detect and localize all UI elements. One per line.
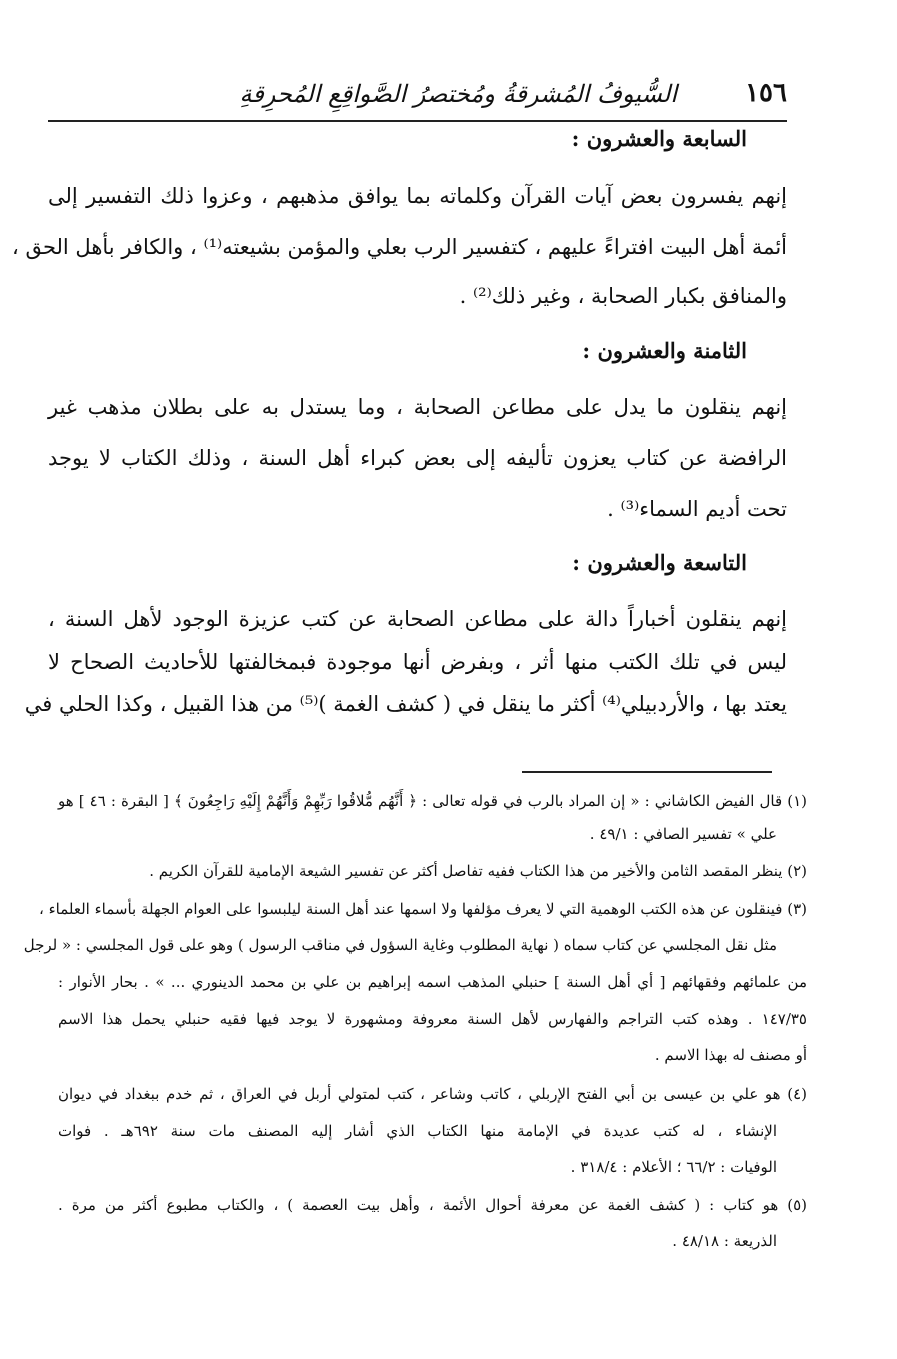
paragraph-line: تحت أديم السماء⁽³⁾ . [607, 497, 787, 521]
footnote-line: (١) قال الفيض الكاشاني : « إن المراد بالرب في قوله تعالى : ﴿ أَنَّهُم مُّلاقُوا رَبِّهِمْ وَأَنَّهُمْ إِلَيْهِ رَاجِعُونَ ﴾ [ البقرة : ٤٦ ] هو [58, 792, 807, 810]
footnote-line: علي » تفسير الصافي : ٤٩/١ . [589, 825, 777, 843]
footnote-line: (٣) فينقلون عن هذه الكتب الوهمية التي لا يعرف مؤلفها ولا اسمها عند أهل السنة ليلبسوا على العوام الجهلة بأسماء العلماء ، [38, 900, 807, 918]
footnote-line: الذريعة : ٤٨/١٨ . [672, 1232, 777, 1250]
footnote-line: الإنشاء ، له كتب عديدة في الإمامة منها الكتاب الذي أشار إليه المصنف مات سنة ٦٩٢هـ . فوات [58, 1122, 777, 1140]
footnote-line: (٥) هو كتاب : ( كشف الغمة عن معرفة أحوال الأئمة ، وأهل بيت العصمة ) ، والكتاب مطبوع أكثر من مرة . [58, 1196, 807, 1214]
page-number: ١٥٦ [745, 78, 787, 108]
book-title: السُّيوفُ المُشرقةُ ومُختصرُ الصَّواقِعِ المُحرِقةِ [239, 80, 677, 108]
footnote-line: مثل نقل المجلسي عن كتاب سماه ( نهاية المطلوب وغاية السؤول في مناقب الرسول ) وهو على قول المجلسي : « لرجل [23, 936, 777, 954]
running-header [48, 78, 787, 122]
paragraph-line: يعتد بها ، والأردبيلي⁽⁴⁾ أكثر ما ينقل في ( كشف الغمة )⁽⁵⁾ من هذا القبيل ، وكذا الحلي في [24, 692, 787, 716]
footnote-divider [522, 771, 772, 773]
footnote-line: الوفيات : ٦٦/٢ ؛ الأعلام : ٣١٨/٤ . [570, 1158, 777, 1176]
section-heading: السابعة والعشرون : [571, 126, 747, 151]
paragraph-line: ليس في تلك الكتب منها أثر ، وبفرض أنها موجودة فبمخالفتها للأحاديث الصحاح لا [48, 650, 787, 674]
footnote-line: (٢) ينظر المقصد الثامن والأخير من هذا الكتاب ففيه تفاصل أكثر عن تفسير الشيعة الإمامية للقرآن الكريم . [149, 862, 807, 880]
paragraph-line: والمنافق بكبار الصحابة ، وغير ذلك⁽²⁾ . [459, 284, 787, 308]
section-heading: التاسعة والعشرون : [572, 550, 747, 575]
footnote-line: من علمائهم وفقهائهم [ أي أهل السنة ] حنبلي المذهب اسمه إبراهيم بن علي بن محمد الدينوري ... » . بحار الأنوار : [58, 973, 807, 991]
paragraph-line: أئمة أهل البيت افتراءً عليهم ، كتفسير الرب بعلي والمؤمن بشيعته⁽¹⁾ ، والكافر بأهل الحق ، [12, 235, 787, 259]
paragraph-line: إنهم ينقلون أخباراً دالة على مطاعن الصحابة عن كتب عزيزة الوجود لأهل السنة ، [48, 607, 788, 631]
footnote-line: ١٤٧/٣٥ . وهذه كتب التراجم والفهارس لأهل السنة معروفة ومشهورة لا يوجد فيها فقيه حنبلي يحمل هذا الاسم [58, 1010, 807, 1028]
paragraph-line: إنهم ينقلون ما يدل على مطاعن الصحابة ، وما يستدل به على بطلان مذهب غير [48, 395, 787, 419]
paragraph-line: الرافضة عن كتاب يعزون تأليفه إلى بعض كبراء أهل السنة ، وذلك الكتاب لا يوجد [48, 446, 787, 470]
footnote-line: (٤) هو علي بن عيسى بن أبي الفتح الإربلي ، كاتب وشاعر ، كتب لمتولي أربل في العراق ، ثم خدم ببغداد في ديوان [58, 1085, 807, 1103]
section-heading: الثامنة والعشرون : [582, 338, 747, 363]
footnote-line: أو مصنف له بهذا الاسم . [654, 1046, 807, 1064]
paragraph-line: إنهم يفسرون بعض آيات القرآن وكلماته بما يوافق مذهبهم ، وعزوا ذلك التفسير إلى [48, 184, 788, 208]
